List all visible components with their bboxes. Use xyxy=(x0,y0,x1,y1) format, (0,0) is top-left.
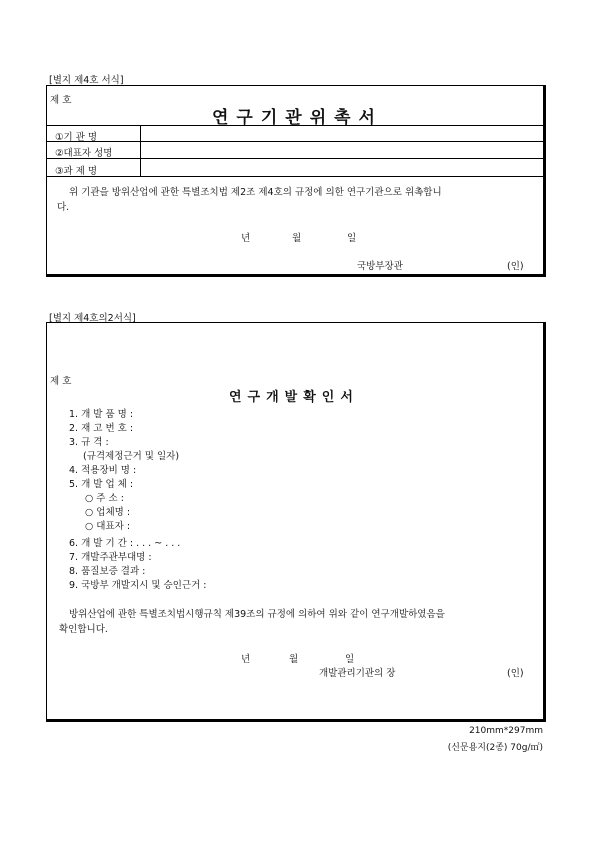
form2-item-representative: ○ 대표자 : xyxy=(85,521,131,532)
form2-item-spec: 3. 규 격 : xyxy=(69,437,109,448)
form2-seal: (인) xyxy=(507,668,524,679)
form2-date-year: 년 xyxy=(241,654,251,665)
form1-divider-top xyxy=(47,125,543,126)
form1-title: 연구기관위촉서 xyxy=(212,108,383,128)
paper-size: 210mm*297mm xyxy=(469,726,543,736)
form2-item-spec-basis: (규격제정근거 및 일자) xyxy=(83,451,180,462)
form1-row-label-representative: ②대표자 성명 xyxy=(55,148,113,159)
form2-item-company-name: ○ 업체명 : xyxy=(85,507,131,518)
form1-date-day: 일 xyxy=(347,233,357,244)
form1-divider-row3 xyxy=(47,176,543,177)
form2-body-line2: 확인합니다. xyxy=(59,624,108,635)
form2-item-address: ○ 주 소 : xyxy=(85,493,124,504)
form2-date-month: 월 xyxy=(289,654,299,665)
form1-body-line2: 다. xyxy=(57,202,70,213)
form1-signer: 국방부장관 xyxy=(357,261,403,272)
form2-item-developer: 5. 개 발 업 체 : xyxy=(69,479,134,490)
form1-number-label: 제 호 xyxy=(50,95,72,106)
form1-seal: (인) xyxy=(507,261,524,272)
form1-row-label-project: ③과 제 명 xyxy=(55,166,98,177)
form2-date-day: 일 xyxy=(345,654,355,665)
form2-body-line1: 방위산업에 관한 특별조치법시행규칙 제39조의 규정에 의하여 위와 같이 연구개발하였음을 xyxy=(69,609,445,620)
form1-box xyxy=(46,85,546,277)
form1-date-year: 년 xyxy=(241,233,251,244)
form2-title: 연구개발확인서 xyxy=(229,390,359,405)
form2-signer: 개발관리기관의 장 xyxy=(319,668,396,679)
paper-spec: (신문용지(2종) 70g/㎡) xyxy=(447,743,543,753)
form1-divider-row2 xyxy=(47,158,543,159)
form1-label: [별지 제4호 서식] xyxy=(49,75,124,86)
form2-item-period: 6. 개 발 기 간 : . . . ~ . . . xyxy=(69,538,181,549)
form2-item-product-name: 1. 개 발 품 명 : xyxy=(69,409,134,420)
form2-item-quality-result: 8. 품질보증 결과 : xyxy=(69,566,146,577)
form1-divider-row1 xyxy=(47,141,543,142)
form2-item-approval-basis: 9. 국방부 개발지시 및 승인근거 : xyxy=(69,580,207,591)
form1-row-label-institution: ①기 관 명 xyxy=(55,132,98,143)
form1-body-line1: 위 기관을 방위산업에 관한 특별조치법 제2조 제4호의 규정에 의한 연구기관으로 위촉합니 xyxy=(69,187,442,198)
form1-date-month: 월 xyxy=(292,233,302,244)
form2-box xyxy=(46,322,546,722)
form2-number-label: 제 호 xyxy=(50,376,72,387)
form2-label: [별지 제4호의2서식] xyxy=(49,313,136,324)
form2-item-supervising-unit: 7. 개발주관부대명 : xyxy=(69,552,152,563)
form2-item-equipment: 4. 적용장비 명 : xyxy=(69,465,137,476)
form2-item-stock-number: 2. 재 고 번 호 : xyxy=(69,423,134,434)
form1-column-divider xyxy=(140,125,141,176)
